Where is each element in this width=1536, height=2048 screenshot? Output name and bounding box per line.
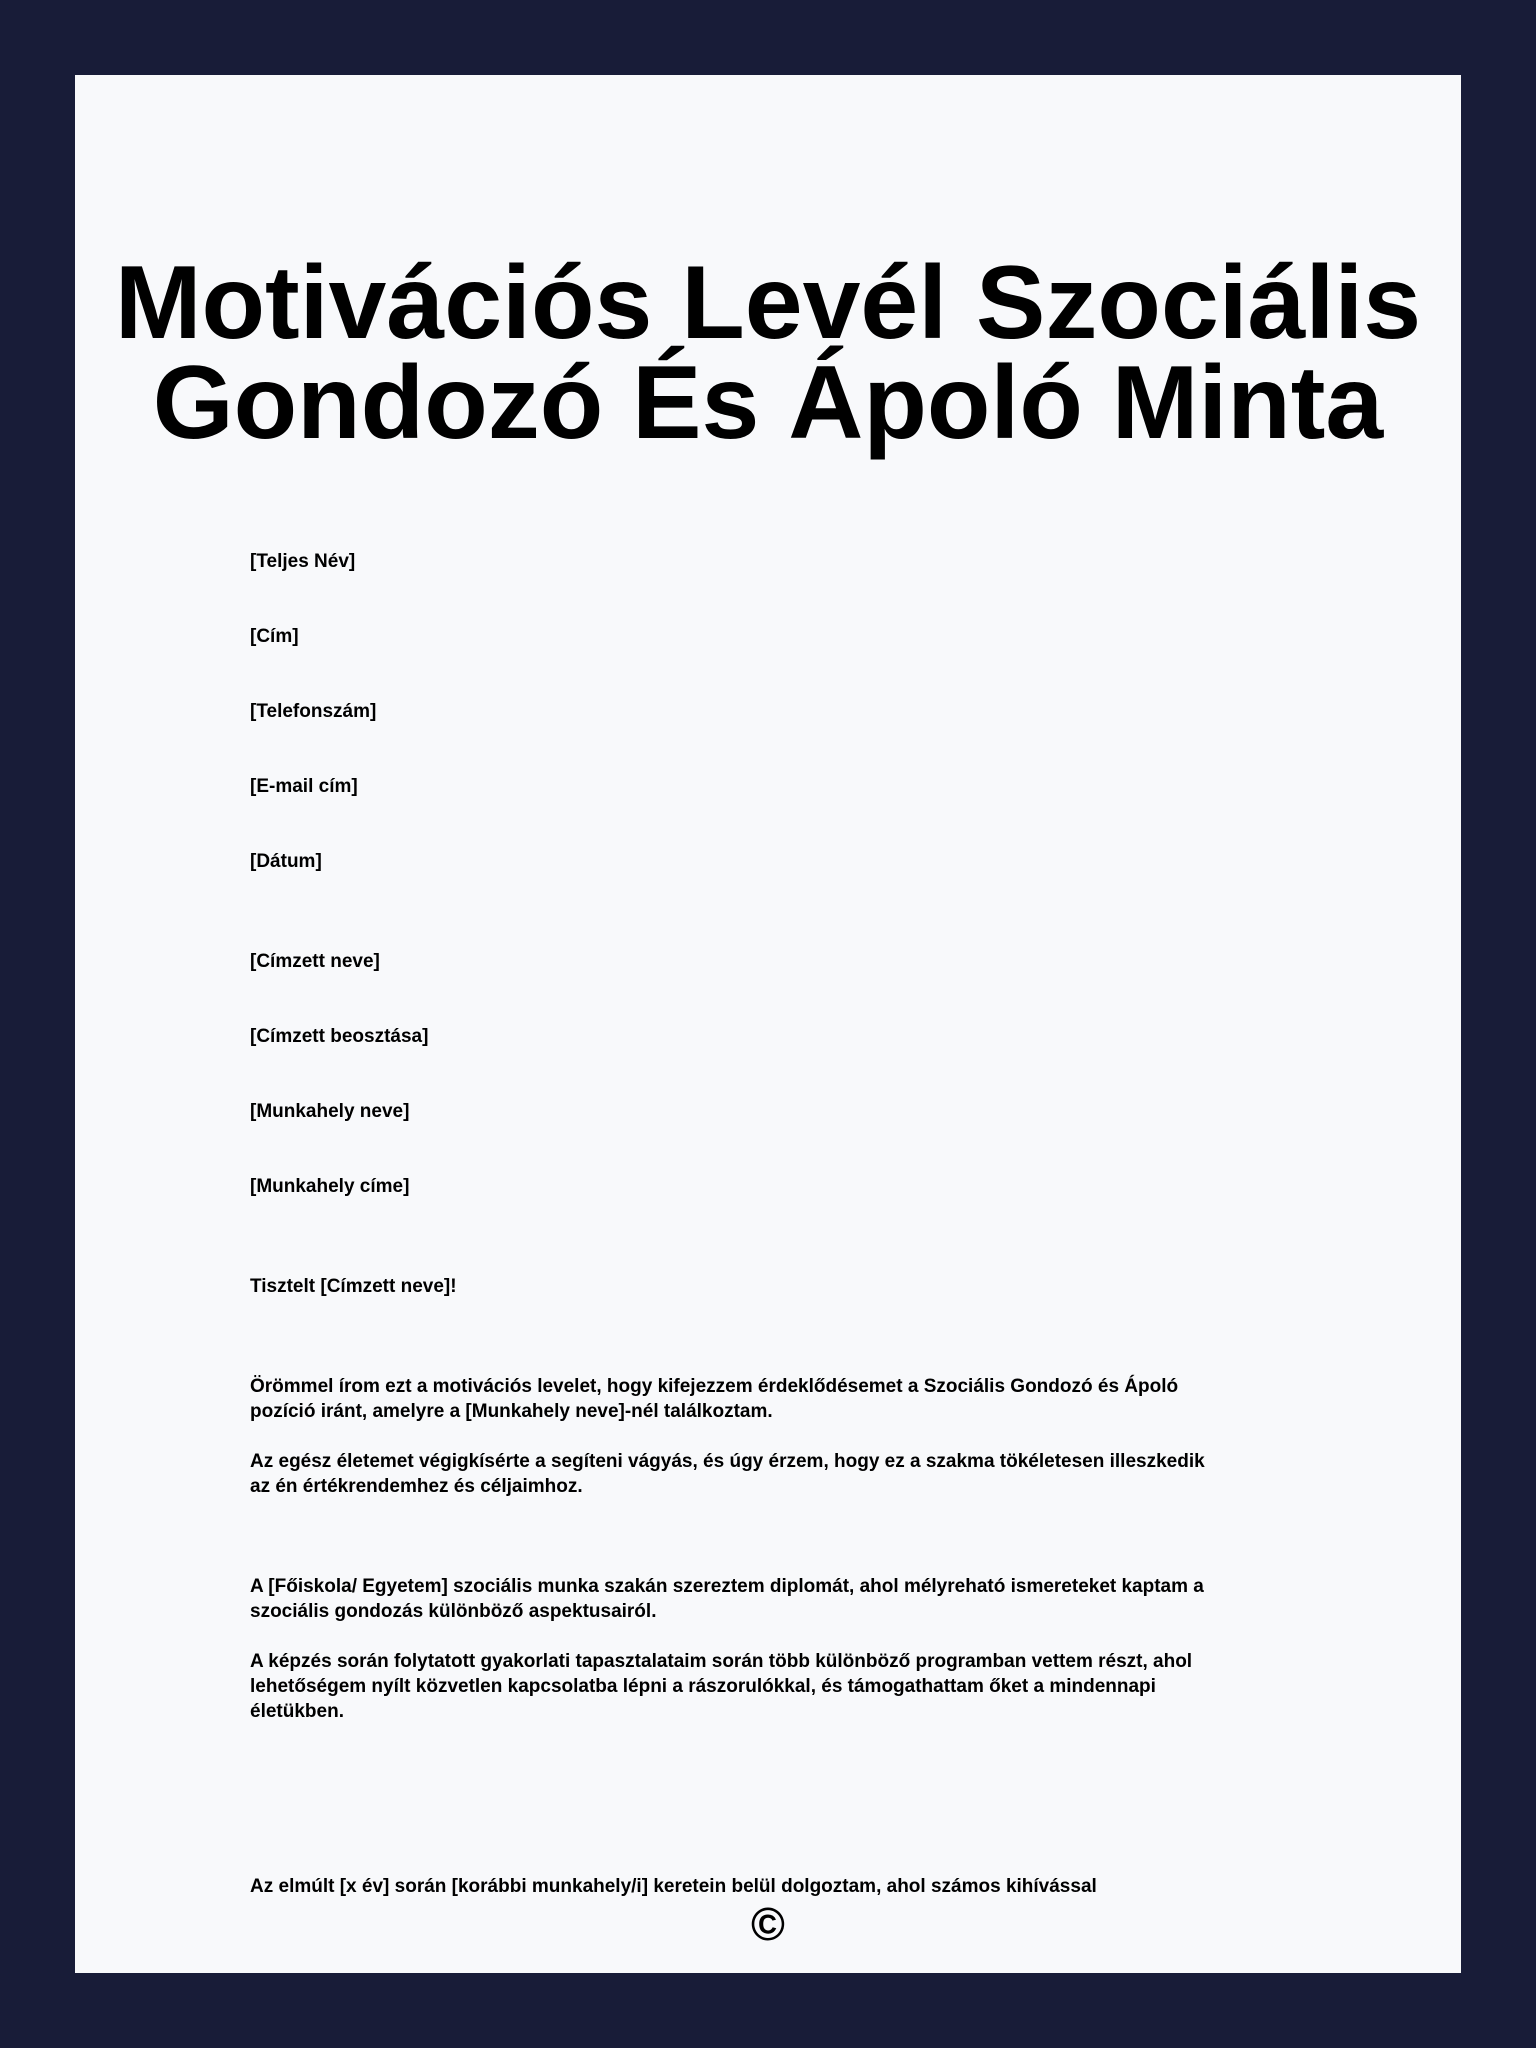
body-paragraph-3	[250, 1574, 1280, 1624]
document-page	[75, 75, 1461, 1973]
recipient-position: [Címzett beosztása]	[250, 1026, 429, 1047]
sender-name: [Teljes Név]	[250, 551, 356, 572]
paragraph-line: A képzés során folytatott gyakorlati tapasztalataim során több különböző programban vettem részt, ahol	[250, 1651, 1193, 1672]
recipient-workplace: [Munkahely neve]	[250, 1101, 410, 1122]
letter-date: [Dátum]	[250, 851, 322, 872]
sender-email: [E-mail cím]	[250, 776, 358, 797]
copyright-icon: ©	[751, 1898, 785, 1950]
paragraph-line: életükben.	[250, 1701, 344, 1722]
body-paragraph-5	[250, 1874, 1280, 1899]
recipient-name: [Címzett neve]	[250, 951, 380, 972]
document-title-line-1: Motivációs Levél Szociális	[114, 245, 1422, 361]
sender-phone: [Telefonszám]	[250, 701, 377, 722]
paragraph-line: Az elmúlt [x év] során [korábbi munkahely/i] keretein belül dolgoztam, ahol számos kihívással	[250, 1876, 1097, 1897]
paragraph-line: pozíció iránt, amelyre a [Munkahely neve]-nél találkoztam.	[250, 1401, 773, 1422]
paragraph-line: Örömmel írom ezt a motivációs levelet, hogy kifejezzem érdeklődésemet a Szociális Gondozó és Ápoló	[250, 1376, 1179, 1397]
document-title-line-2: Gondozó És Ápoló Minta	[152, 345, 1384, 461]
paragraph-line: az én értékrendemhez és céljaimhoz.	[250, 1476, 583, 1497]
paragraph-line: Az egész életemet végigkísérte a segíteni vágyás, és úgy érzem, hogy ez a szakma tökéletesen illeszkedik	[250, 1451, 1205, 1472]
body-paragraph-2	[250, 1449, 1280, 1499]
paragraph-line: A [Főiskola/ Egyetem] szociális munka szakán szereztem diplomát, ahol mélyreható ismereteket kaptam a	[250, 1576, 1204, 1597]
salutation: Tisztelt [Címzett neve]!	[250, 1276, 457, 1297]
paragraph-line: szociális gondozás különböző aspektusairól.	[250, 1601, 657, 1622]
document-title	[75, 245, 1461, 461]
recipient-workplace-address: [Munkahely címe]	[250, 1176, 410, 1197]
paragraph-line: lehetőségem nyílt közvetlen kapcsolatba lépni a rászorulókkal, és támogathattam őket a mindennapi	[250, 1676, 1156, 1697]
sender-address: [Cím]	[250, 626, 299, 647]
body-paragraph-1	[250, 1374, 1280, 1424]
body-paragraph-4	[250, 1649, 1280, 1724]
